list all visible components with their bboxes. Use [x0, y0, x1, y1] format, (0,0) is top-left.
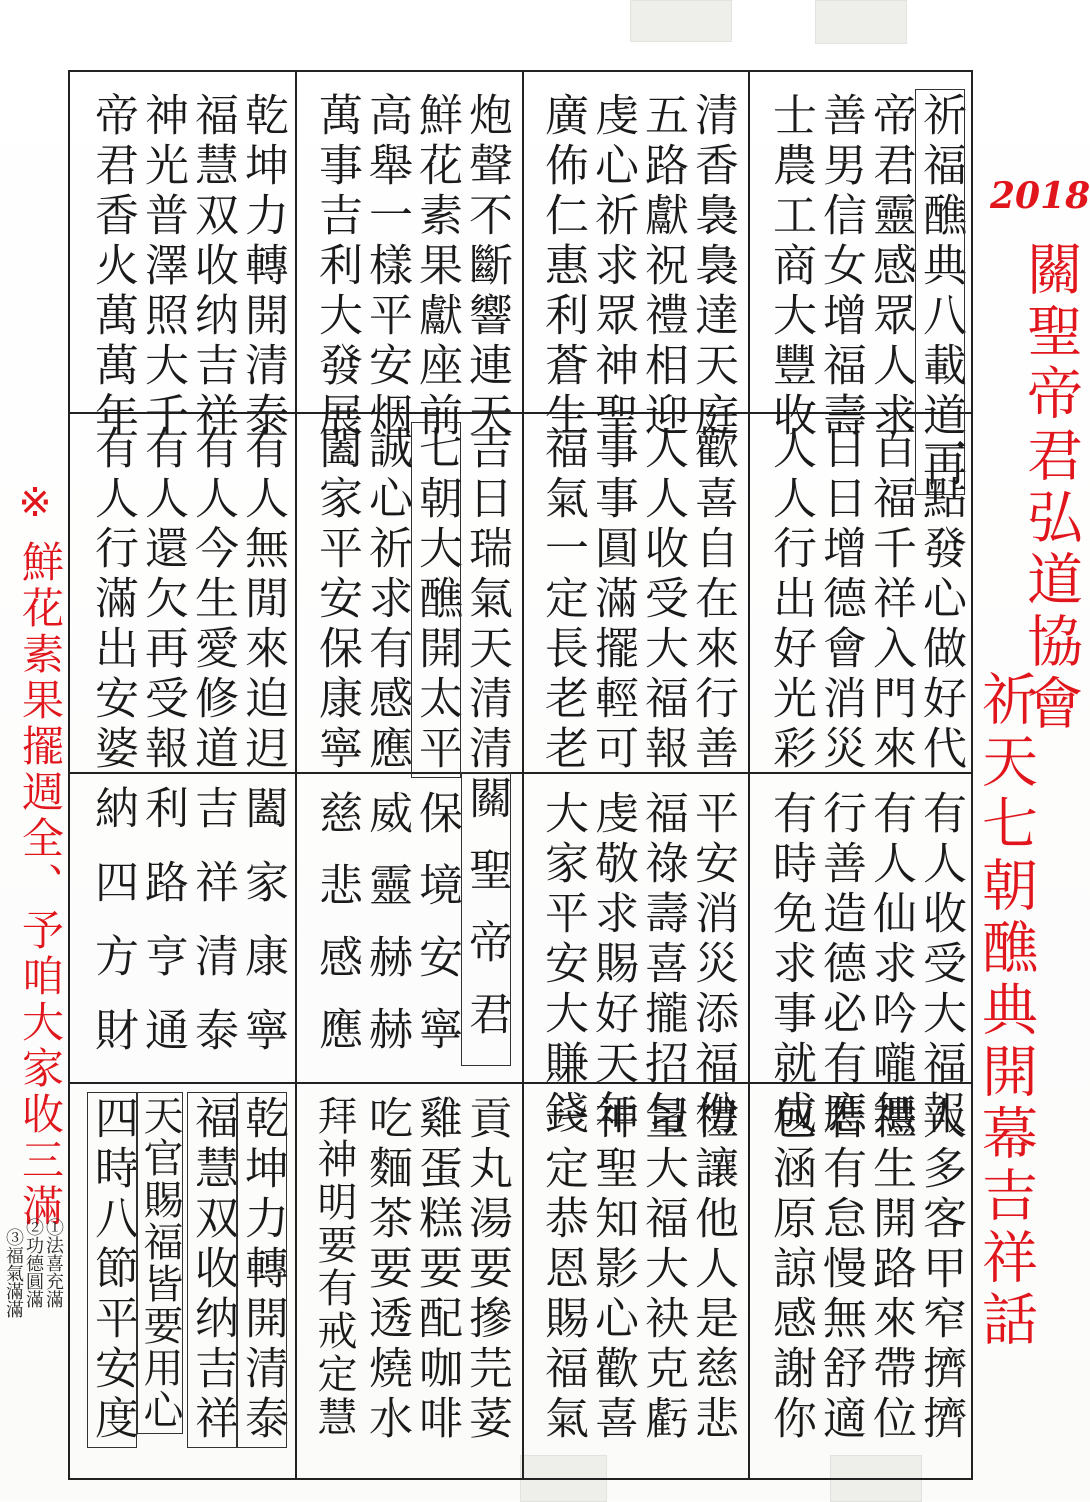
verse-line: 百福千祥入門來 [865, 425, 916, 775]
verse-line: 歡喜自在來行善 [687, 425, 738, 775]
note-text: 鮮花素果擺週全、予咱大家收三滿 [16, 540, 65, 1230]
verse-line: 神光普澤照大千 [137, 92, 188, 442]
verse-line: 人多客甲窄擠擠 [915, 1095, 966, 1445]
verse-line: 福祿壽喜攏招匀 [637, 790, 688, 1140]
verse-line: 鮮花素果獻座前 [411, 92, 462, 442]
verse-line: 貢丸湯要摻芫荽 [461, 1095, 512, 1445]
verse-line: 威靈赫赫 [361, 790, 412, 1078]
verse-line: 萬事吉利大發展 [311, 92, 362, 442]
verse-line: 有時免求事就成 [765, 790, 816, 1140]
verse-line: 利路亨通 [137, 785, 188, 1081]
verse-line: 人人收受大福報 [637, 425, 688, 775]
verse-line: 祈福醮典八載道再 [915, 92, 966, 492]
verse-line: 帝君靈感眾人求 [865, 92, 916, 442]
verse-line: 拜神明要有戒定慧 [311, 1095, 357, 1439]
verse-line: 有人行滿出安婆 [87, 425, 138, 775]
verse-line: 士農工商大豐收 [765, 92, 816, 442]
verse-line: 誠心祈求有感應 [361, 425, 412, 775]
verse-line: 有人收受大福報 [915, 790, 966, 1140]
grid-divider [748, 72, 750, 1478]
grid-divider [522, 72, 524, 1478]
note-item: ①法喜充滿 [43, 1218, 64, 1308]
verse-line: 善男信女增福壽 [815, 92, 866, 442]
verse-line: 福氣一定長老老 [537, 425, 588, 775]
verse-line: 量大福大袂克虧 [637, 1095, 688, 1445]
tape-strip [630, 0, 732, 42]
note-item: ②功德圓滿 [23, 1218, 44, 1308]
verse-line: 神聖知影心歡喜 [587, 1095, 638, 1445]
verse-line: 廣佈仁惠利蒼生 [537, 92, 588, 442]
verse-line: 人人行出好光彩 [765, 425, 816, 775]
verse-line: 闔家康寧 [237, 785, 288, 1081]
verse-line: 虔心祈求眾神聖 [587, 92, 638, 442]
verse-line: 雞蛋糕要配咖啡 [411, 1095, 462, 1445]
verse-line: 慈悲感應 [311, 790, 362, 1078]
grid-divider [295, 72, 297, 1478]
verse-line: 四時八節平安度 [87, 1095, 138, 1445]
tape-strip [815, 0, 907, 44]
verse-line: 關聖帝君 [461, 775, 512, 1063]
verse-line: 一定恭恩賜福氣 [537, 1095, 588, 1445]
year-label: 2018 [990, 175, 1090, 217]
verse-line: 平安消災添福份 [687, 790, 738, 1140]
verse-line: 乾坤力轉開清泰 [237, 1095, 288, 1445]
verse-line: 保境安寧 [411, 790, 462, 1078]
note-mark: ※ [12, 480, 58, 530]
verse-line: 事事圓滿擺輕可 [587, 425, 638, 775]
verse-line: 一點發心做好代 [915, 425, 966, 775]
verse-line: 吉祥清泰 [187, 785, 238, 1081]
verse-line: 若有怠慢無舒適 [815, 1095, 866, 1445]
verse-line: 福慧双收纳吉祥 [187, 1095, 238, 1445]
verse-line: 乾坤力轉開清泰 [237, 92, 288, 442]
verse-line: 有人還欠再受報 [137, 425, 188, 775]
verse-line: 納四方財 [87, 785, 138, 1081]
verse-line: 闔家平安保康寧 [311, 425, 362, 775]
verse-line: 有人今生愛修道 [187, 425, 238, 775]
verse-line: 清香裊裊達天庭 [687, 92, 738, 442]
verse-line: 高舉一樣平安烟 [361, 92, 412, 442]
verse-line: 炮聲不斷響連天 [461, 92, 512, 442]
verse-line: 有人仙求吟嚨無 [865, 790, 916, 1140]
verse-line: 包涵原諒感謝你 [765, 1095, 816, 1445]
note-item: ③福氣滿滿 [3, 1228, 24, 1318]
verse-line: 行善造德必有應 [815, 790, 866, 1140]
verse-line: 天官賜福皆要用心 [137, 1095, 183, 1431]
verse-line: 帝君香火萬萬年 [87, 92, 138, 442]
verse-line: 有人無閒來迫迌 [237, 425, 288, 775]
verse-line: 吉日瑞氣天清清 [461, 425, 512, 775]
verse-line: 福慧双收纳吉祥 [187, 92, 238, 442]
verse-line: 七朝大醮開太平 [411, 425, 462, 775]
verse-line: 五路獻祝禮相迎 [637, 92, 688, 442]
verse-line: 虔敬求賜好天年 [587, 790, 638, 1140]
verse-line: 日日增德會消災 [815, 425, 866, 775]
verse-line: 吃麵茶要透燒水 [361, 1095, 412, 1445]
verse-line: 禮讓他人是慈悲 [687, 1095, 738, 1445]
verse-line: 大家平安大賺錢 [537, 790, 588, 1140]
title-line-2: 祈天七朝醮典開幕吉祥話 [973, 670, 1038, 1352]
title-line-1: 關聖帝君弘道協會 [1018, 240, 1083, 736]
verse-line: 禮生開路來帶位 [865, 1095, 916, 1445]
